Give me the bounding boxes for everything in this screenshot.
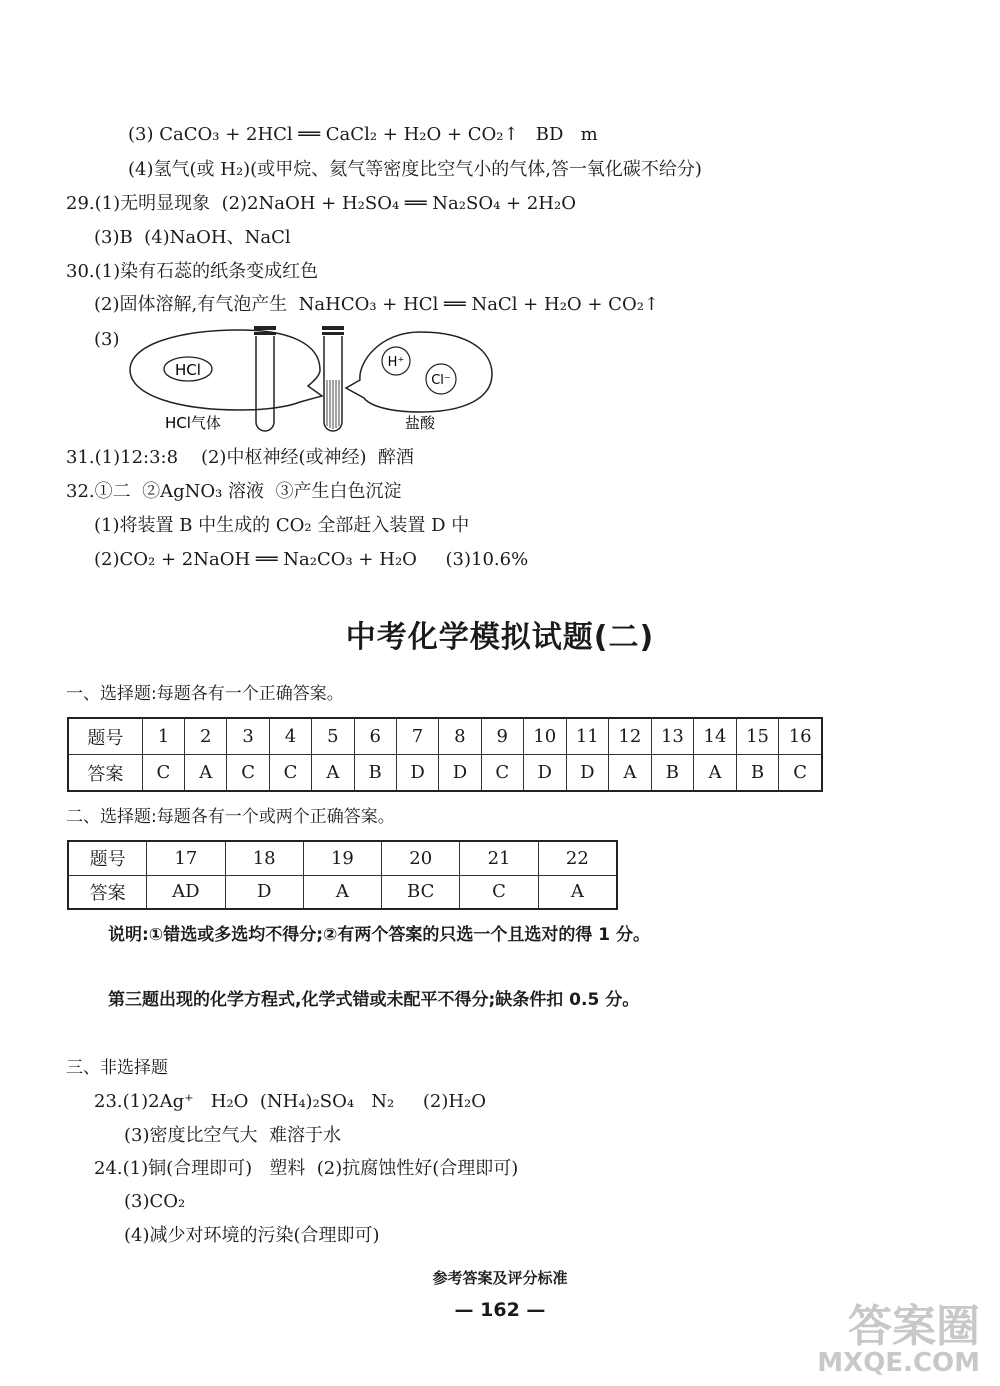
row-label: 答案: [68, 755, 142, 792]
table-cell: 2: [185, 718, 227, 755]
table-row: [68, 755, 822, 792]
table-cell: 1: [142, 718, 184, 755]
q31: 31.(1)12:3:8 (2)中枢神经(或神经) 醉酒: [66, 447, 414, 468]
table-cell: C: [142, 755, 184, 792]
cl-ion-label: Cl⁻: [431, 373, 451, 388]
table-cell: C: [481, 755, 523, 792]
hcl-gas-bubble: [130, 330, 322, 410]
q30-3: (3): [94, 329, 120, 350]
table-row: [68, 875, 617, 909]
table-cell: 11: [566, 718, 609, 755]
table-cell: C: [779, 755, 822, 792]
q24-3: (3)CO₂: [124, 1191, 186, 1212]
test-tube-filled: [322, 326, 344, 431]
table-cell: B: [736, 755, 779, 792]
footer-caption: 参考答案及评分标准: [432, 1269, 568, 1287]
part1-heading: 一、选择题:每题各有一个正确答案。: [66, 684, 344, 704]
q32-1: (1)将装置 B 中生成的 CO₂ 全部赶入装置 D 中: [94, 515, 470, 536]
table-cell: A: [185, 755, 227, 792]
table-cell: AD: [147, 875, 225, 909]
part2-answer-table: [67, 840, 618, 910]
hcl-gas-label: HCl气体: [165, 414, 221, 432]
table-cell: 8: [439, 718, 481, 755]
q32-a: 32.①二 ②AgNO₃ 溶液 ③产生白色沉淀: [66, 481, 402, 502]
scoring-note-1: 说明:①错选或多选均不得分;②有两个答案的只选一个且选对的得 1 分。: [108, 925, 651, 945]
table-cell: A: [312, 755, 354, 792]
test-tube-empty: [254, 326, 276, 431]
watermark-logo: [817, 1301, 980, 1379]
q24-1: 24.(1)铜(合理即可) 塑料 (2)抗腐蚀性好(合理即可): [94, 1158, 519, 1179]
table-cell: 16: [779, 718, 822, 755]
table-cell: 17: [147, 841, 225, 875]
table-cell: D: [396, 755, 438, 792]
row-label: 题号: [68, 718, 142, 755]
table-cell: 12: [609, 718, 652, 755]
table-cell: D: [566, 755, 609, 792]
table-cell: 5: [312, 718, 354, 755]
table-cell: 10: [523, 718, 566, 755]
table-cell: D: [439, 755, 481, 792]
row-label: 题号: [68, 841, 147, 875]
q30-2: (2)固体溶解,有气泡产生 NaHCO₃ + HCl ══ NaCl + H₂O + CO₂↑: [94, 294, 660, 315]
table-cell: 22: [538, 841, 617, 875]
table-cell: C: [227, 755, 269, 792]
part2-heading: 二、选择题:每题各有一个或两个正确答案。: [66, 807, 395, 827]
table-cell: 19: [303, 841, 381, 875]
q32-2: (2)CO₂ + 2NaOH ══ Na₂CO₃ + H₂O (3)10.6%: [94, 549, 529, 570]
table-row: [68, 841, 617, 875]
table-cell: A: [609, 755, 652, 792]
table-cell: C: [269, 755, 311, 792]
hcl-molecule-label: HCl: [175, 361, 201, 379]
table-cell: 7: [396, 718, 438, 755]
table-cell: 20: [382, 841, 460, 875]
table-cell: A: [303, 875, 381, 909]
table-cell: 4: [269, 718, 311, 755]
table-cell: B: [651, 755, 694, 792]
row-label: 答案: [68, 875, 147, 909]
table-cell: C: [460, 875, 538, 909]
table-cell: 3: [227, 718, 269, 755]
q30-1: 30.(1)染有石蕊的纸条变成红色: [66, 261, 319, 282]
table-cell: A: [694, 755, 737, 792]
table-cell: D: [523, 755, 566, 792]
q29-3: (3)B (4)NaOH、NaCl: [94, 227, 291, 248]
table-cell: 9: [481, 718, 523, 755]
table-cell: BC: [382, 875, 460, 909]
table-cell: 13: [651, 718, 694, 755]
q24-4: (4)减少对环境的污染(合理即可): [124, 1225, 380, 1246]
watermark-brand: 答案圈: [848, 1301, 980, 1353]
q28-4: (4)氢气(或 H₂)(或甲烷、氦气等密度比空气小的气体,答一氧化碳不给分): [128, 159, 702, 180]
table-cell: 6: [354, 718, 396, 755]
scoring-note-2: 第三题出现的化学方程式,化学式错或未配平不得分;缺条件扣 0.5 分。: [108, 990, 640, 1010]
h-ion-label: H⁺: [387, 355, 405, 370]
table-cell: 21: [460, 841, 538, 875]
table-cell: D: [225, 875, 303, 909]
table-cell: B: [354, 755, 396, 792]
hydrochloric-acid-bubble: [346, 332, 492, 412]
q23-1: 23.(1)2Ag⁺ H₂O (NH₄)₂SO₄ N₂ (2)H₂O: [94, 1091, 487, 1112]
part1-answer-table: [67, 717, 823, 792]
part3-heading: 三、非选择题: [66, 1058, 168, 1078]
hcl-diagram: [120, 322, 500, 437]
page-number: — 162 —: [454, 1299, 546, 1321]
section-title: 中考化学模拟试题(二): [345, 620, 655, 655]
watermark-url: MXQE.COM: [817, 1348, 980, 1379]
table-cell: 15: [736, 718, 779, 755]
hydrochloric-acid-label: 盐酸: [405, 414, 436, 432]
q23-3: (3)密度比空气大 难溶于水: [124, 1125, 341, 1146]
table-cell: 18: [225, 841, 303, 875]
table-row: [68, 718, 822, 755]
q29-1: 29.(1)无明显现象 (2)2NaOH + H₂SO₄ ══ Na₂SO₄ + 2H₂O: [66, 193, 576, 214]
table-cell: A: [538, 875, 617, 909]
table-cell: 14: [694, 718, 737, 755]
q28-3: (3) CaCO₃ + 2HCl ══ CaCl₂ + H₂O + CO₂↑ BD m: [128, 124, 598, 145]
